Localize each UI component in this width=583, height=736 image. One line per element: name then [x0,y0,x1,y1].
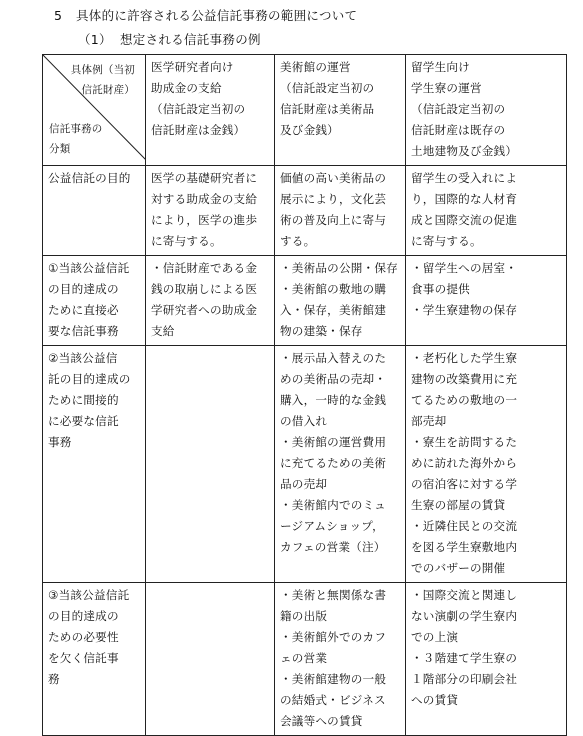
cell-line: １階部分の印刷会社 [411,672,518,686]
header-line: 信託財産は金銭） [151,123,246,137]
header-line: （信託設定当初の [151,102,246,116]
header-line: 信託財産は美術品 [280,102,375,116]
cell-line: ェの営業 [280,651,328,665]
corner-cell [43,55,146,166]
subsection-number: （1） [78,32,112,47]
cell-line: ・美術と無関係な書 [280,588,387,602]
table-cell-empty [146,583,275,736]
row-label-line: ①当該公益信託 [48,261,130,275]
cell-line: ・美術館外でのカフ [280,630,387,644]
cell-line: 購入，一時的な金銭 [280,393,387,407]
cell-line: 物の建築・保存 [280,324,363,338]
cell-line: での上演 [411,630,459,644]
cell-line: 術の普及向上に寄与 [280,213,387,227]
cell-line: に寄与する。 [411,234,482,248]
cell-line: カフェの営業（注） [280,540,386,554]
table-cell [275,166,406,256]
header-line: 学生寮の運営 [411,81,482,95]
corner-caption-line: 信託財産） [81,84,135,96]
table-cell [275,346,406,583]
row-label-line: ために直接必 [48,303,119,317]
column-header-medical-grants [146,55,275,166]
cell-line: 価値の高い美術品の [280,171,387,185]
table-row-unnecessary [43,583,567,736]
cell-line: により，医学の進歩 [151,213,258,227]
cell-line: 銭の取崩しによる医 [151,282,258,296]
cell-line: り，国際的な人材育 [411,192,518,206]
row-label-line: を欠く信託事 [48,651,119,665]
cell-line: 籍の出版 [280,609,328,623]
cell-line: 部売却 [411,414,447,428]
subsection-heading [78,30,261,48]
cell-line: ・国際交流と関連し [411,588,518,602]
row-label-line: ②当該公益信 [48,351,118,365]
cell-line: 会議等への賃貸 [280,714,363,728]
cell-line: 学研究者への助成金 [151,303,258,317]
cell-line: に寄与する。 [151,234,222,248]
header-line: 医学研究者向け [151,60,234,74]
cell-line: めの美術品の売却・ [280,372,387,386]
table-cell [275,583,406,736]
cell-line: の宿泊客に対する学 [411,477,518,491]
cell-line: ・老朽化した学生寮 [411,351,518,365]
table-row-purpose [43,166,567,256]
subsection-title: 想定される信託事務の例 [120,32,261,47]
cell-line: 留学生の受入れによ [411,171,518,185]
cell-line: でのバザーの開催 [411,561,506,575]
row-label-line: 託の目的達成の [48,372,131,386]
section-number: 5 [54,8,63,23]
cell-line: ・美術品の公開・保存 [280,261,398,275]
cell-line: 展示により，文化芸 [280,192,387,206]
cell-line: に充てるための美術 [280,456,387,470]
cell-line: する。 [280,234,316,248]
header-line: 留学生向け [411,60,470,74]
cell-line: を図る学生寮敷地内 [411,540,518,554]
row-label-line: に必要な信託 [48,414,119,428]
table-cell [406,256,567,346]
cell-line: 品の売却 [280,477,328,491]
row-label-unnecessary [43,583,146,736]
header-row [43,55,567,166]
section-title: 具体的に許容される公益信託事務の範囲について [76,8,358,23]
cell-line: ・近隣住民との交流 [411,519,518,533]
table-row-directly-necessary [43,256,567,346]
header-line: 土地建物及び金銭） [411,144,518,158]
corner-caption-line: 具体例（当初 [70,64,135,76]
corner-row-caption [49,119,103,159]
cell-line: てるための敷地の一 [411,393,518,407]
cell-line: 建物の改築費用に充 [411,372,518,386]
corner-column-caption [71,60,135,100]
row-label-line: 要な信託事務 [48,324,119,338]
cell-line: ・美術館の敷地の購 [280,282,387,296]
column-header-museum [275,55,406,166]
row-label-line: の目的達成の [48,282,119,296]
header-line: 美術館の運営 [280,60,351,74]
cell-line: への賃貸 [411,693,459,707]
cell-line: ・美術館内でのミュ [280,498,386,512]
trust-affairs-table [42,54,567,736]
cell-line: ・展示品入替えのた [280,351,387,365]
row-label-line: ための必要性 [48,630,119,644]
table-cell [275,256,406,346]
row-label-line: 務 [48,672,60,686]
corner-caption-line: 信託事務の [49,123,103,135]
cell-line: 生寮の部屋の賃貸 [411,498,506,512]
table-row-indirectly-necessary [43,346,567,583]
row-label-line: ③当該公益信託 [48,588,130,602]
cell-line: 食事の提供 [411,282,470,296]
row-label-directly-necessary [43,256,146,346]
table-cell-empty [146,346,275,583]
row-label-line: 事務 [48,435,72,449]
corner-caption-line: 分類 [49,143,71,155]
cell-line: ージアムショップ， [280,519,384,533]
cell-line: 対する助成金の支給 [151,192,258,206]
table-cell [406,583,567,736]
cell-line: 支給 [151,324,175,338]
cell-line: ・学生寮建物の保存 [411,303,518,317]
header-line: 及び金銭） [280,123,339,137]
cell-line: 医学の基礎研究者に [151,171,258,185]
table-cell [406,166,567,256]
cell-line: ・３階建て学生寮の [411,651,518,665]
row-label-line: の目的達成の [48,609,119,623]
section-heading [54,6,357,24]
cell-line: ない演劇の学生寮内 [411,609,518,623]
table-cell [146,166,275,256]
cell-line: 成と国際交流の促進 [411,213,518,227]
header-line: （信託設定当初の [411,102,506,116]
table-cell [146,256,275,346]
row-label-indirectly-necessary [43,346,146,583]
cell-line: 入・保存，美術館建 [280,303,387,317]
header-line: （信託設定当初の [280,81,375,95]
cell-line: ・寮生を訪問するた [411,435,518,449]
cell-line: の借入れ [280,414,328,428]
cell-line: の結婚式・ビジネス [280,693,386,707]
column-header-dormitory [406,55,567,166]
cell-line: ・美術館建物の一般 [280,672,387,686]
header-line: 信託財産は既存の [411,123,506,137]
cell-line: めに訪れた海外から [411,456,518,470]
row-label-purpose [43,166,146,256]
cell-line: ・留学生への居室・ [411,261,518,275]
header-line: 助成金の支給 [151,81,222,95]
cell-line: ・美術館の運営費用 [280,435,387,449]
table-cell [406,346,567,583]
row-label-line: ために間接的 [48,393,119,407]
cell-line: ・信託財産である金 [151,261,258,275]
row-label-line: 公益信託の目的 [48,171,131,185]
